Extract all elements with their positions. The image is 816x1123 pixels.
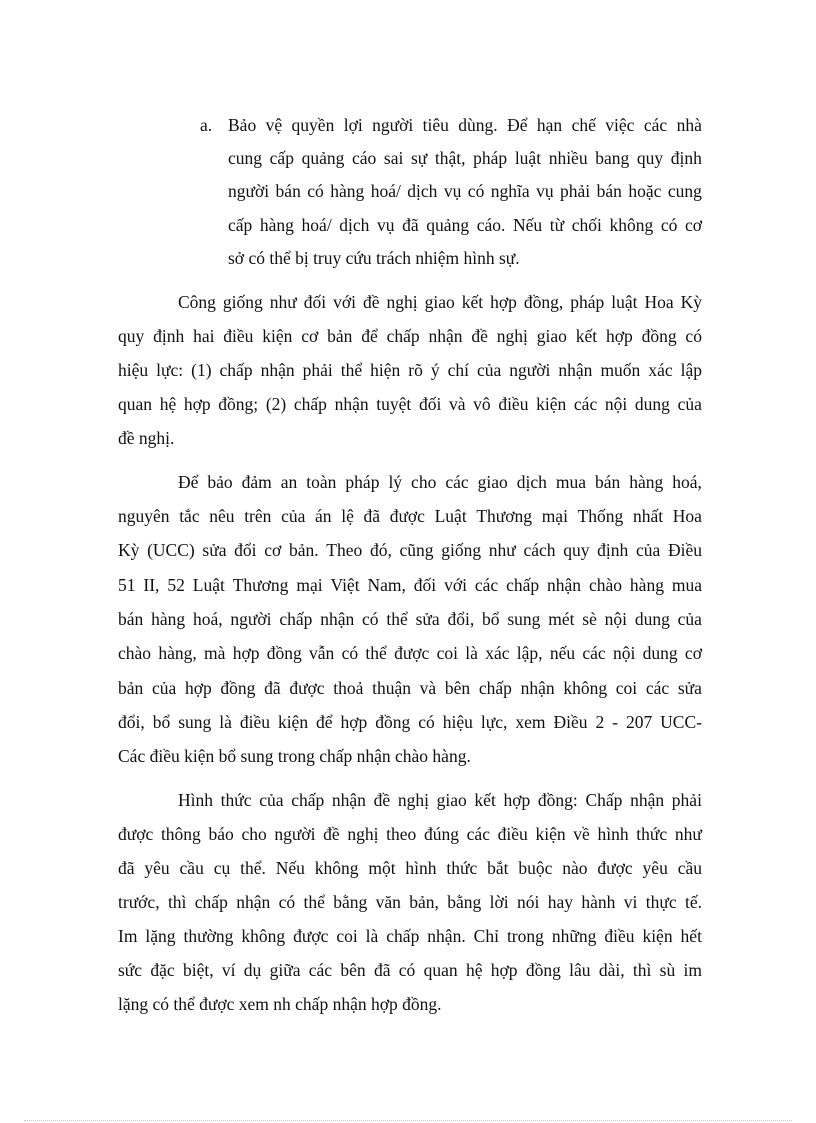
list-line: sở có thể bị truy cứu trách nhiệm hình sự. [228, 248, 520, 268]
paragraph-line: quan hệ hợp đồng; (2) chấp nhận tuyệt đối và vô điều kiện các nội dung của [118, 394, 702, 414]
paragraph-line: đổi, bổ sung là điều kiện để hợp đồng có hiệu lực, xem Điều 2 - 207 UCC- [118, 712, 702, 732]
list-marker: a. [200, 115, 213, 135]
paragraph-line: chào hàng, mà hợp đồng vẫn có thể được coi là xác lập, nếu các nội dung cơ [118, 643, 702, 663]
paragraph-line: lặng có thể được xem nh chấp nhận hợp đồng. [118, 994, 442, 1014]
paragraph-line: Kỳ (UCC) sửa đổi cơ bản. Theo đó, cũng giống như cách quy định của Điều [118, 540, 702, 560]
list-line: người bán có hàng hoá/ dịch vụ có nghĩa vụ phải bán hoặc cung [228, 181, 702, 201]
list-line: Bảo vệ quyền lợi người tiêu dùng. Để hạn chế việc các nhà [228, 115, 702, 135]
paragraph-line: Để bảo đảm an toàn pháp lý cho các giao dịch mua bán hàng hoá, [178, 472, 702, 492]
paragraph-line: sức đặc biệt, ví dụ giữa các bên đã có quan hệ hợp đồng lâu dài, thì sù im [118, 960, 702, 980]
paragraph-line: bán hàng hoá, người chấp nhận có thể sửa đổi, bổ sung mét sè nội dung của [118, 609, 702, 629]
paragraph-line: hiệu lực: (1) chấp nhận phải thể hiện rõ ý chí của người nhận muốn xác lập [118, 360, 702, 380]
paragraph-line: được thông báo cho người đề nghị theo đúng các điều kiện về hình thức như [118, 824, 702, 844]
paragraph-line: nguyên tắc nêu trên của án lệ đã được Luật Thương mại Thống nhất Hoa [118, 506, 702, 526]
list-line: cấp hàng hoá/ dịch vụ đã quảng cáo. Nếu từ chối không có cơ [228, 215, 702, 235]
paragraph-line: bản của hợp đồng đã được thoả thuận và bên chấp nhận không coi các sửa [118, 678, 702, 698]
paragraph-line: Im lặng thường không được coi là chấp nhận. Chỉ trong những điều kiện hết [118, 926, 702, 946]
paragraph-line: trước, thì chấp nhận có thể bằng văn bản, bằng lời nói hay hành vi thực tế. [118, 892, 702, 912]
paragraph-line: đề nghị. [118, 428, 175, 448]
paragraph-line: 51 II, 52 Luật Thương mại Việt Nam, đối với các chấp nhận chào hàng mua [118, 575, 702, 595]
paragraph-line: đã yêu cầu cụ thể. Nếu không một hình thức bắt buộc nào được yêu cầu [118, 858, 702, 878]
paragraph-line: Hình thức của chấp nhận đề nghị giao kết hợp đồng: Chấp nhận phải [178, 790, 702, 810]
paragraph-line: quy định hai điều kiện cơ bản để chấp nhận đề nghị giao kết hợp đồng có [118, 326, 702, 346]
page-bottom-rule [24, 1120, 792, 1121]
paragraph-line: Công giống như đối với đề nghị giao kết hợp đồng, pháp luật Hoa Kỳ [178, 292, 702, 312]
list-line: cung cấp quảng cáo sai sự thật, pháp luật nhiều bang quy định [228, 148, 702, 168]
paragraph-line: Các điều kiện bổ sung trong chấp nhận chào hàng. [118, 746, 471, 766]
